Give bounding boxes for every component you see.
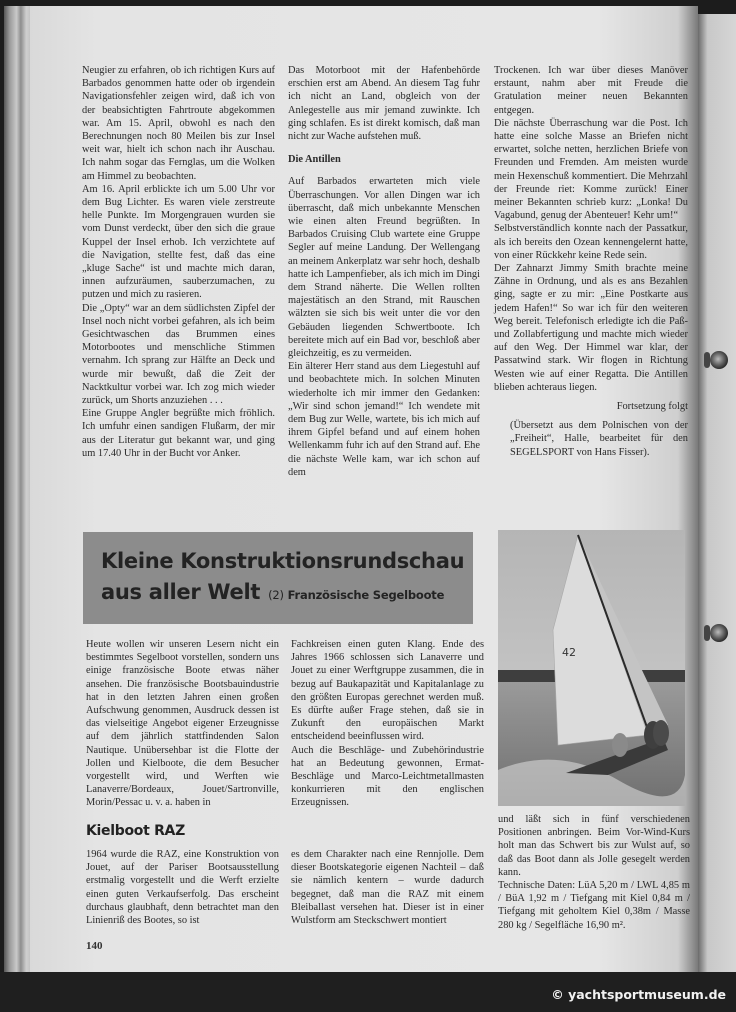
- paragraph: Fachkreisen einen guten Klang. Ende des Jahres 1966 schlossen sich Lanaverre und Jouet zu einer Werftgruppe zusammen, die in bezug auf Baukapazität und Kapitalanlage zu den größten Europas gerechnet werden muß. Es dürfte außer Frage stehen, daß sie in Zukunft den europäischen Markt entscheidend beeinflussen wird.: [291, 639, 484, 743]
- bottom-column-1: [86, 638, 279, 810]
- paragraph: es dem Charakter nach eine Rennjolle. Dem dieser Bootskategorie eigenen Nachteil – daß sie nämlich kentern – wurde dadurch begegnet, daß man die RAZ mit einem Bleiballast versehen hat. Dieser ist in einer Wulstform am Steckschwert montiert: [291, 849, 484, 927]
- kiel-column-2: [291, 848, 484, 927]
- next-page-edge: [698, 14, 736, 972]
- article-title-banner: [83, 532, 473, 624]
- paragraph: Selbstverständlich konnte nach der Passatkur, als ich bereits den Ozean kennengelernt hatte, von einer Rückkehr keine Rede sein.: [494, 223, 688, 261]
- bottom-column-2: [291, 638, 484, 810]
- binder-hole-icon: [710, 351, 728, 369]
- technical-data: Technische Daten: LüA 5,20 m / LWL 4,85 m / BüA 1,92 m / Tiefgang mit Kiel 0,84 m / Tiefgang mit geholtem Kiel 0,38m / Masse 280 kg / Segelfläche 16,90 m².: [498, 880, 690, 931]
- sailboat-photo: [498, 530, 685, 806]
- copyright-watermark: © yachtsportmuseum.de: [551, 987, 726, 1002]
- sail-number: 42: [562, 646, 576, 659]
- kiel-column-1: [86, 848, 279, 927]
- paragraph: Neugier zu erfahren, ob ich richtigen Kurs auf Barbados genommen hatte oder ob irgendein Navigationsfehler zeigen wird, daß ich von der beabsichtigten Fahrtroute abgekommen war. Am 15. April, obwohl es nach den Berechnungen noch 80 Meilen bis zur Insel weit war, hielt ich schon nach ihr Auschau. Ich nahm sogar das Fernglas, um die Wolken am Himmel zu beobachten.: [82, 65, 275, 182]
- paragraph: Das Motorboot mit der Hafenbehörde erschien erst am Abend. An diesem Tag fuhr ich nicht an Land, obgleich von der Anlegestelle aus mir jemand zuwinkte. Ich ging schlafen. Es ist direkt komisch, daß man nicht zur Wache aufstehen muß.: [288, 65, 480, 143]
- section-heading: Kielboot RAZ: [86, 823, 185, 839]
- paragraph: Trockenen. Ich war über dieses Manöver erstaunt, nahm aber mit Freude die Gratulation meiner neuen Bekannten entgegen.: [494, 65, 688, 116]
- paragraph: Auch die Beschläge- und Zubehörindustrie hat an Bedeutung gewonnen, Ermat-Beschläge und Marco-Leichtmetallmasten konkurrieren mit den englischen Erzeugnissen.: [291, 744, 484, 809]
- page-number: 140: [86, 940, 103, 952]
- paragraph: Die „Opty“ war an dem südlichsten Zipfel der Insel noch nicht vorbei gefahren, als ich beim Gesichtwaschen das Brummen eines Motorbootes und menschliche Stimmen vernahm. Ich sprang zur Hälfte an Deck und wurde mir bewußt, daß die Zeit der Nacktkultur vorbei war. Ich zog mich wieder zurück, um Shorts anzuziehen . . .: [82, 302, 275, 407]
- continued-note: Fortsetzung folgt: [616, 401, 688, 413]
- paragraph: Heute wollen wir unseren Lesern nicht ein bestimmtes Segelboot vorstellen, sondern uns einige französische Boote etwas näher ansehen. Die französische Bootsbauindustrie hat in den letzten Jahren einen großen Aufschwung genommen, Ausdruck dessen ist das vielseitige Angebot eigener Erzeugnisse auf dem jährlich stattfindenden Salon Nautique. Unübersehbar ist die Flotte der Jollen und Kielboote, die dem Besucher vorgestellt wird, und Werften wie Lanaverre/Bordeaux, Jouet/Sartronville, Morin/Pessac u. v. a. haben in: [86, 639, 279, 809]
- article-subtitle: Französische Segelboote: [287, 588, 445, 602]
- top-column-2: [288, 64, 480, 479]
- top-column-1: [82, 64, 275, 460]
- binder-hole-icon: [710, 624, 728, 642]
- paragraph: Eine Gruppe Angler begrüßte mich fröhlich. Ich umfuhr einen sandigen Flußarm, der mir aus der Literatur gut bekannt war, und ging um 17.40 Uhr in der Bucht vor Anker.: [82, 408, 275, 459]
- article-title-line-1: Kleine Konstruktionsrundschau: [101, 549, 465, 573]
- translation-note: (Übersetzt aus dem Polnischen von der „Freiheit“, Halle, bearbeitet für den SEGELSPORT von Hans Fisser).: [510, 420, 688, 458]
- paragraph: 1964 wurde die RAZ, eine Konstruktion von Jouet, auf der Pariser Bootsausstellung erstmalig vorgestellt und die Werft erzielte einen guten Verkaufserfolg. Das erscheint durchaus glaubhaft, denn betrachtet man den Linienriß des Bootes, so ist: [86, 849, 279, 927]
- paragraph: Auf Barbados erwarteten mich viele Überraschungen. Vor allen Dingen war ich überrascht, daß mich unbekannte Menschen wie einen alten Freund begrüßten. In Barbados Cruising Club wartete eine Gruppe Segler auf meine Landung. Der Wellengang an meinem Ankerplatz war sehr hoch, deshalb hatte ich Lampenfieber, als ich mich im Dingi dem Strand näherte. Die Wellen rollten majestätisch an den Strand, mit Rauschen wälzten sie sich bis weit unter die vor den Gebäuden liegenden Schwertboote. Ich bereitete mich auf ein Bad vor, beschloß aber gleichzeitig, es zu vermeiden.: [288, 176, 480, 360]
- paragraph: Der Zahnarzt Jimmy Smith brachte meine Zähne in Ordnung, und als es ans Bezahlen ging, sagte er zu mir: „Eine Postkarte aus jedem Hafen!“ So war ich für den weiteren Weg bereit. Telefonisch erledigte ich die Paß- und Zollabfertigung und machte mich wieder auf den Weg. Der Himmel war klar, der Passatwind stark. Wir flogen in Richtung Westen wie auf einer Regatta. Die Antillen blieben achteraus liegen.: [494, 263, 688, 393]
- top-column-3: [494, 64, 688, 459]
- paragraph: Ein älterer Herr stand aus dem Liegestuhl auf und beobachtete mich. In solchen Minuten wiederholte ich mir immer den Gedanken: „Wir sind schon jemand!“ Ich wendete mit dem Bug zur Welle, wartete, bis ich mich auf ihrem Gipfel befand und auf einem hohen Wellenkamm fuhr ich auf den Strand auf. Ehe die nächste Welle kam, war ich schon auf dem: [288, 361, 480, 478]
- paragraph: Die nächste Überraschung war die Post. Ich hatte eine solche Masse an Briefen nicht erwartet, solche netten, herzlichen Briefe von Freunden und Fremden. Am meisten wurde mein Hexenschuß kommentiert. Die Mehrzahl der Freunde riet: Komme zurück! Einer meiner Bekannten schrieb kurz: „Lonka! Du Vagabund, genug der Abenteuer! Kehr um!“: [494, 117, 688, 222]
- series-number: (2): [268, 588, 284, 602]
- section-heading: Die Antillen: [288, 154, 341, 166]
- paragraph: und läßt sich in fünf verschiedenen Positionen anbringen. Beim Vor-Wind-Kurs holt man das Schwert bis zur Wulst auf, so daß das Boot dann als Jolle gesegelt werden kann.: [498, 814, 690, 878]
- page-stack-edges: [4, 6, 32, 972]
- kiel-column-3: [498, 813, 690, 932]
- paragraph: Am 16. April erblickte ich um 5.00 Uhr vor dem Bug Lichter. Es waren viele zerstreute helle Punkte. Im Morgengrauen wurden sie vom Dunst verdeckt, über den sich die graue Kuppel der Insel erhob. Ich verzichtete auf die Navigation, stellte fest, daß das eine „kluge Sache“ ist und machte mich daran, innen aufzuräumen, sauberzumachen, zu putzen und mich zu rasieren.: [82, 183, 275, 301]
- article-title-line-2: aus aller Welt: [101, 580, 261, 604]
